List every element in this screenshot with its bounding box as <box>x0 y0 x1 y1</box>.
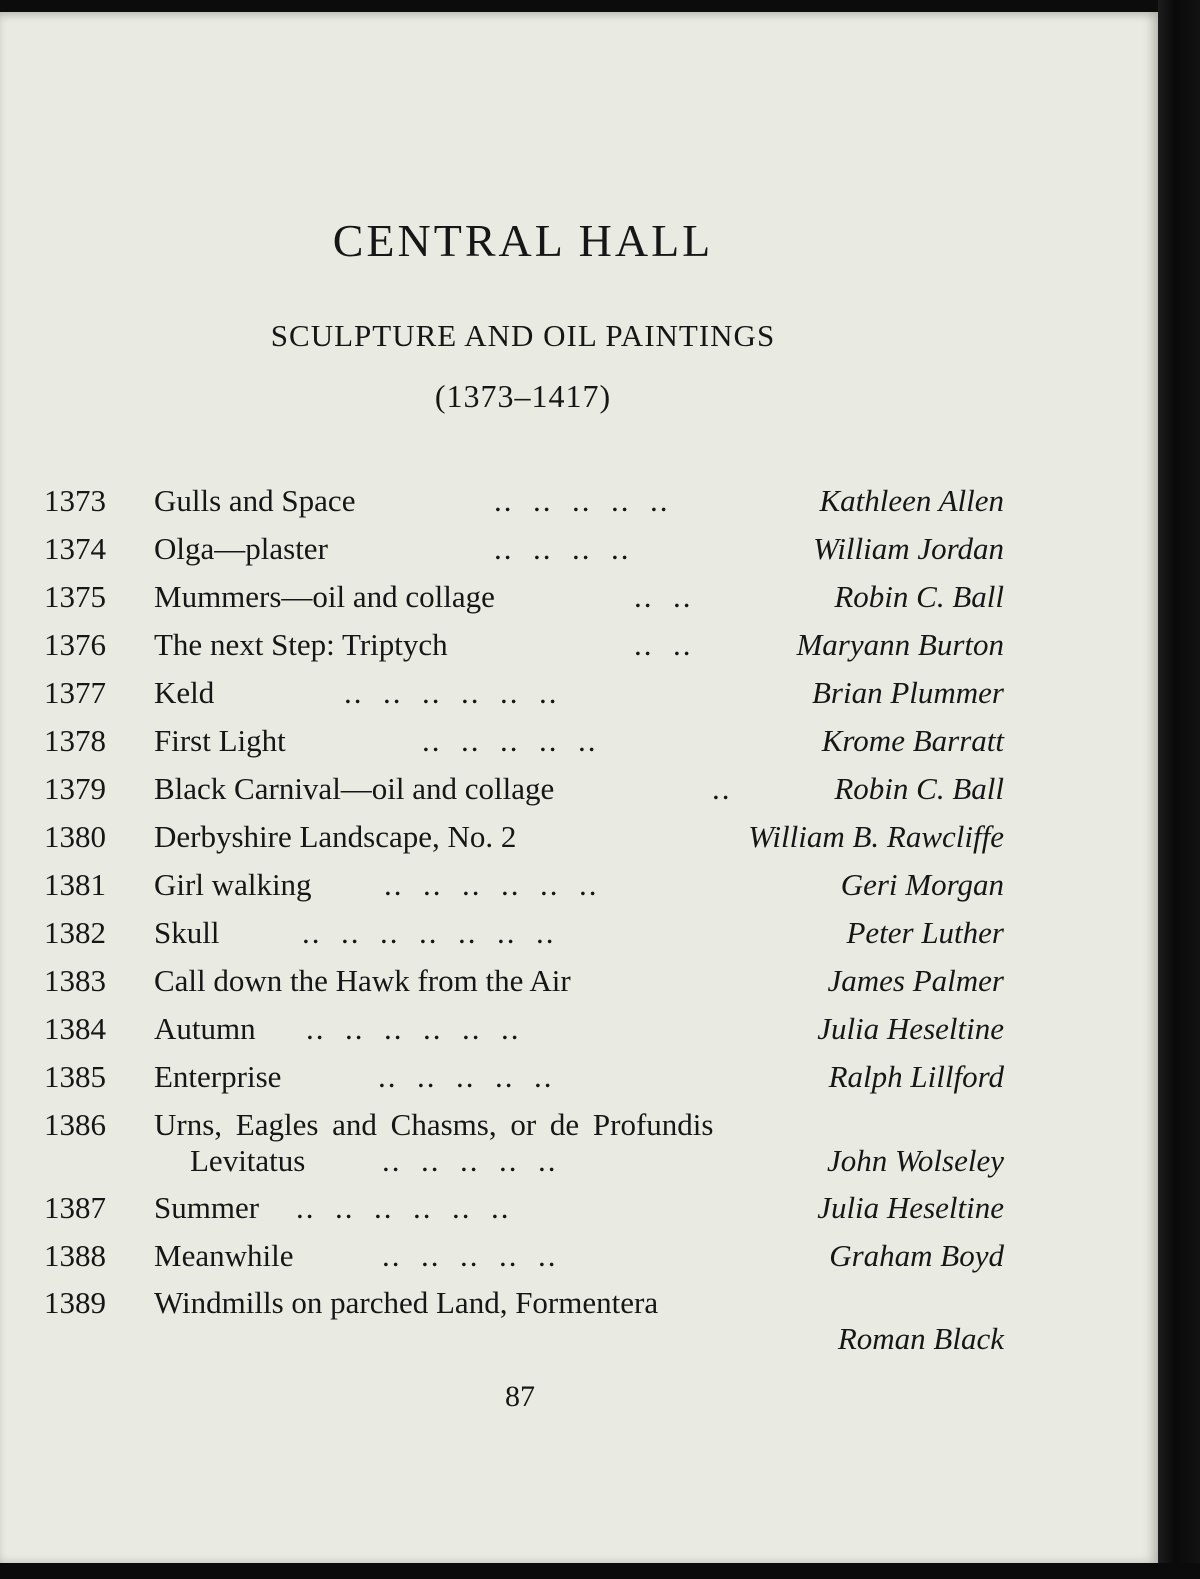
catalogue-number-range: (1373–1417) <box>434 378 612 414</box>
leader-dots: .. .. .. .. .. <box>382 1238 558 1273</box>
entry-title: Skull <box>154 915 220 950</box>
entry-artist: Roman Black <box>837 1321 1004 1356</box>
entry-number: 1374 <box>44 531 106 566</box>
leader-dots: .. .. .. .. .. .. .. <box>302 915 556 950</box>
list-item <box>44 623 1004 667</box>
leader-dots: .. .. <box>634 579 693 614</box>
entry-artist: Geri Morgan <box>840 867 1004 902</box>
entry-artist: William B. Rawcliffe <box>748 819 1004 854</box>
entry-title: Call down the Hawk from the Air <box>154 963 571 998</box>
list-item <box>44 959 1004 1003</box>
entry-title: Mummers—oil and collage <box>154 579 495 614</box>
list-item <box>44 1281 1004 1361</box>
list-item <box>44 767 1004 811</box>
list-item <box>44 911 1004 955</box>
entry-number: 1385 <box>44 1059 106 1094</box>
entry-number: 1386 <box>44 1107 106 1142</box>
leader-dots: .. .. .. .. .. <box>378 1059 554 1094</box>
list-item <box>44 479 1004 523</box>
entry-title: First Light <box>154 723 286 758</box>
list-item <box>44 863 1004 907</box>
entry-artist: Peter Luther <box>846 915 1004 950</box>
list-item <box>44 815 1004 859</box>
list-item <box>44 1103 1004 1183</box>
entry-artist: Robin C. Ball <box>834 579 1004 614</box>
entry-number: 1384 <box>44 1011 106 1046</box>
leader-dots: .. .. .. .. .. .. <box>384 867 599 902</box>
entry-number: 1381 <box>44 867 106 902</box>
entry-artist: William Jordan <box>813 531 1004 566</box>
list-item <box>44 1055 1004 1099</box>
leader-dots: .. .. .. .. .. <box>382 1143 558 1178</box>
book-bottom-edge <box>0 1563 1200 1579</box>
entry-number: 1380 <box>44 819 106 854</box>
leader-dots: .. .. .. .. .. .. <box>306 1011 521 1046</box>
entry-title-continuation: Levitatus <box>190 1143 306 1178</box>
entry-artist: Brian Plummer <box>811 675 1004 710</box>
entry-number: 1382 <box>44 915 106 950</box>
entry-title: Black Carnival—oil and collage <box>154 771 555 806</box>
leader-dots: .. .. .. .. .. .. <box>296 1190 511 1225</box>
leader-dots: .. .. <box>634 627 693 662</box>
entry-artist: Graham Boyd <box>829 1238 1004 1273</box>
entry-artist: Julia Heseltine <box>817 1190 1004 1225</box>
list-item <box>44 575 1004 619</box>
entry-artist: James Palmer <box>827 963 1004 998</box>
section-subtitle: SCULPTURE AND OIL PAINTINGS <box>270 318 776 353</box>
entry-title: Derbyshire Landscape, No. 2 <box>154 819 517 854</box>
entry-title: Autumn <box>154 1011 256 1046</box>
entry-title: Urns, Eagles and Chasms, or de Profundis <box>154 1107 714 1142</box>
entry-title: Gulls and Space <box>154 483 356 518</box>
entry-number: 1378 <box>44 723 106 758</box>
entry-number: 1373 <box>44 483 106 518</box>
entry-number: 1383 <box>44 963 106 998</box>
leader-dots: .. .. .. .. .. <box>494 483 670 518</box>
entry-artist: Julia Heseltine <box>817 1011 1004 1046</box>
entry-title: Windmills on parched Land, Formentera <box>154 1285 659 1320</box>
entry-title: The next Step: Triptych <box>154 627 448 662</box>
entry-number: 1375 <box>44 579 106 614</box>
leader-dots: .. .. .. .. <box>494 531 631 566</box>
entry-artist: Maryann Burton <box>796 627 1004 662</box>
entry-number: 1387 <box>44 1190 106 1225</box>
entry-number: 1388 <box>44 1238 106 1273</box>
list-item <box>44 1234 1004 1278</box>
entry-title: Meanwhile <box>154 1238 294 1273</box>
entry-number: 1379 <box>44 771 106 806</box>
entry-title: Girl walking <box>154 867 312 902</box>
catalogue-page <box>0 12 1158 1563</box>
entry-artist: John Wolseley <box>826 1143 1004 1178</box>
entry-title: Enterprise <box>154 1059 282 1094</box>
entry-artist: Ralph Lillford <box>828 1059 1004 1094</box>
list-item <box>44 671 1004 715</box>
list-item <box>44 719 1004 763</box>
leader-dots: .. .. .. .. .. .. <box>344 675 559 710</box>
list-item <box>44 1007 1004 1051</box>
entry-number: 1389 <box>44 1285 106 1320</box>
entry-title: Keld <box>154 675 215 710</box>
page-number: 87 <box>505 1380 535 1413</box>
entry-number: 1377 <box>44 675 106 710</box>
leader-dots: .. <box>712 771 732 806</box>
entry-artist: Krome Barratt <box>821 723 1004 758</box>
entry-number: 1376 <box>44 627 106 662</box>
entry-artist: Kathleen Allen <box>819 483 1004 518</box>
entry-title: Olga—plaster <box>154 531 328 566</box>
entry-title: Summer <box>154 1190 260 1225</box>
list-item <box>44 1186 1004 1230</box>
book-edge <box>1158 0 1200 1579</box>
leader-dots: .. .. .. .. .. <box>422 723 598 758</box>
list-item <box>44 527 1004 571</box>
entry-artist: Robin C. Ball <box>834 771 1004 806</box>
page-title: CENTRAL HALL <box>332 215 714 266</box>
